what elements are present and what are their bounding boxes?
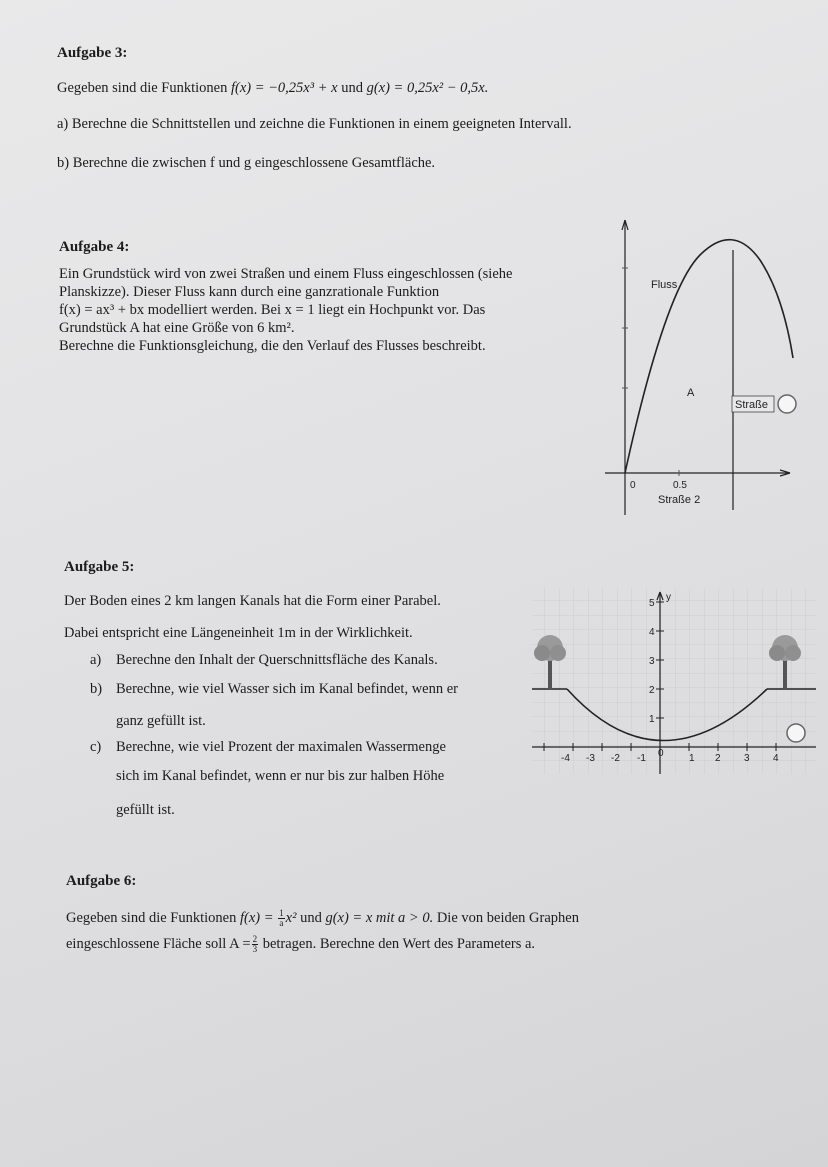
- sketch-fluss-label: Fluss: [651, 279, 678, 291]
- sketch-marker-circle: [778, 395, 796, 413]
- task5-b-marker: b): [90, 681, 103, 697]
- task5-line1: Der Boden eines 2 km langen Kanals hat die Form einer Parabel.: [64, 593, 441, 609]
- task5-c-text2: sich im Kanal befindet, wenn er nur bis zur halben Höhe: [116, 768, 445, 784]
- graph-xtick: 4: [773, 753, 779, 764]
- task5-a-marker: a): [90, 652, 102, 668]
- graph-xtick: 0: [658, 748, 664, 759]
- task6-t4: betragen. Berechne den Wert des Parameters a.: [262, 936, 536, 952]
- task6-f-num: 1: [279, 908, 284, 919]
- graph-xtick: -4: [561, 753, 570, 764]
- task3-part-b: b) Berechne die zwischen f und g eingeschlossene Gesamtfläche.: [57, 155, 436, 171]
- sketch-origin-label: 0: [630, 480, 636, 491]
- task3-intro: [57, 79, 488, 97]
- task5-b-text2: ganz gefüllt ist.: [116, 713, 206, 729]
- task3-g-def: g(x) = 0,25x² − 0,5x.: [366, 80, 489, 96]
- task6-heading: Aufgabe 6:: [66, 873, 137, 889]
- task4-line3: f(x) = ax³ + bx modelliert werden. Bei x = 1 liegt ein Hochpunkt vor. Das: [59, 302, 486, 318]
- task6-t3: eingeschlossene Fläche soll: [66, 936, 227, 952]
- task5-c-marker: c): [90, 739, 102, 755]
- task3-heading: Aufgabe 3:: [57, 45, 128, 61]
- task3-f-def: f(x) = −0,25x³ + x: [230, 80, 338, 96]
- task5-c-text3: gefüllt ist.: [116, 802, 175, 818]
- task4-sketch: [595, 210, 810, 520]
- graph-y-label: y: [666, 592, 671, 603]
- task6-t1: Gegeben sind die Funktionen: [66, 910, 237, 926]
- task5-b-text1: Berechne, wie viel Wasser sich im Kanal befindet, wenn er: [116, 681, 459, 697]
- graph-ytick: 2: [649, 685, 655, 696]
- task4-line1: Ein Grundstück wird von zwei Straßen und einem Fluss eingeschlossen (siehe: [59, 266, 513, 282]
- task6-text: [66, 905, 766, 957]
- graph-ytick: 3: [649, 656, 655, 667]
- task4-line5: Berechne die Funktionsgleichung, die den Verlauf des Flusses beschreibt.: [59, 338, 486, 354]
- task6-a-num: 2: [252, 934, 258, 945]
- graph-grid: [532, 588, 816, 774]
- graph-ytick: 4: [649, 627, 655, 638]
- task4-text: [59, 265, 599, 355]
- sketch-strasse2-label: Straße 2: [658, 494, 701, 506]
- task3-und: und: [341, 80, 363, 96]
- task6-f-den: a: [279, 918, 284, 929]
- graph-marker-circle: [787, 724, 805, 742]
- sketch-river-curve: [625, 240, 793, 473]
- sketch-area-label: A: [687, 387, 695, 399]
- task6-g-part: g(x) = x mit a > 0.: [325, 910, 434, 926]
- task5-c-text1: Berechne, wie viel Prozent der maximalen Wassermenge: [116, 739, 446, 755]
- task3-part-a: a) Berechne die Schnittstellen und zeichne die Funktionen in einem geeigneten Intervall.: [57, 116, 572, 132]
- task3-intro-prefix: Gegeben sind die Funktionen: [57, 80, 228, 96]
- task6-f-frac: [278, 909, 285, 928]
- task5-a-text: Berechne den Inhalt der Querschnittsfläche des Kanals.: [116, 652, 438, 668]
- graph-xtick: -1: [637, 753, 646, 764]
- graph-xtick: 3: [744, 753, 750, 764]
- task4-line2: Planskizze). Dieser Fluss kann durch eine ganzrationale Funktion: [59, 284, 440, 300]
- task5-graph: [530, 586, 820, 782]
- task6-f-post: x²: [285, 910, 297, 926]
- graph-xtick: 2: [715, 753, 721, 764]
- task6-a-den: 3: [252, 944, 258, 955]
- task4-line4: Grundstück A hat eine Größe von 6 km².: [59, 320, 295, 336]
- task6-und: und: [300, 910, 322, 926]
- graph-ytick: 5: [649, 598, 655, 609]
- graph-xtick: -2: [611, 753, 620, 764]
- task6-f-pre: f(x) =: [239, 910, 274, 926]
- sketch-strasse-label: Straße: [735, 399, 769, 411]
- task4-heading: Aufgabe 4:: [59, 239, 130, 255]
- graph-xtick: -3: [586, 753, 595, 764]
- task6-a-frac: [252, 935, 259, 954]
- graph-ytick: 1: [649, 714, 655, 725]
- task5-heading: Aufgabe 5:: [64, 559, 135, 575]
- graph-xtick: 1: [689, 753, 695, 764]
- task6-t2: Die von beiden Graphen: [436, 910, 579, 926]
- task6-a-pre: A =: [229, 936, 251, 952]
- sketch-tick-label: 0.5: [673, 480, 687, 491]
- task5-line2: Dabei entspricht eine Längeneinheit 1m in der Wirklichkeit.: [64, 625, 413, 641]
